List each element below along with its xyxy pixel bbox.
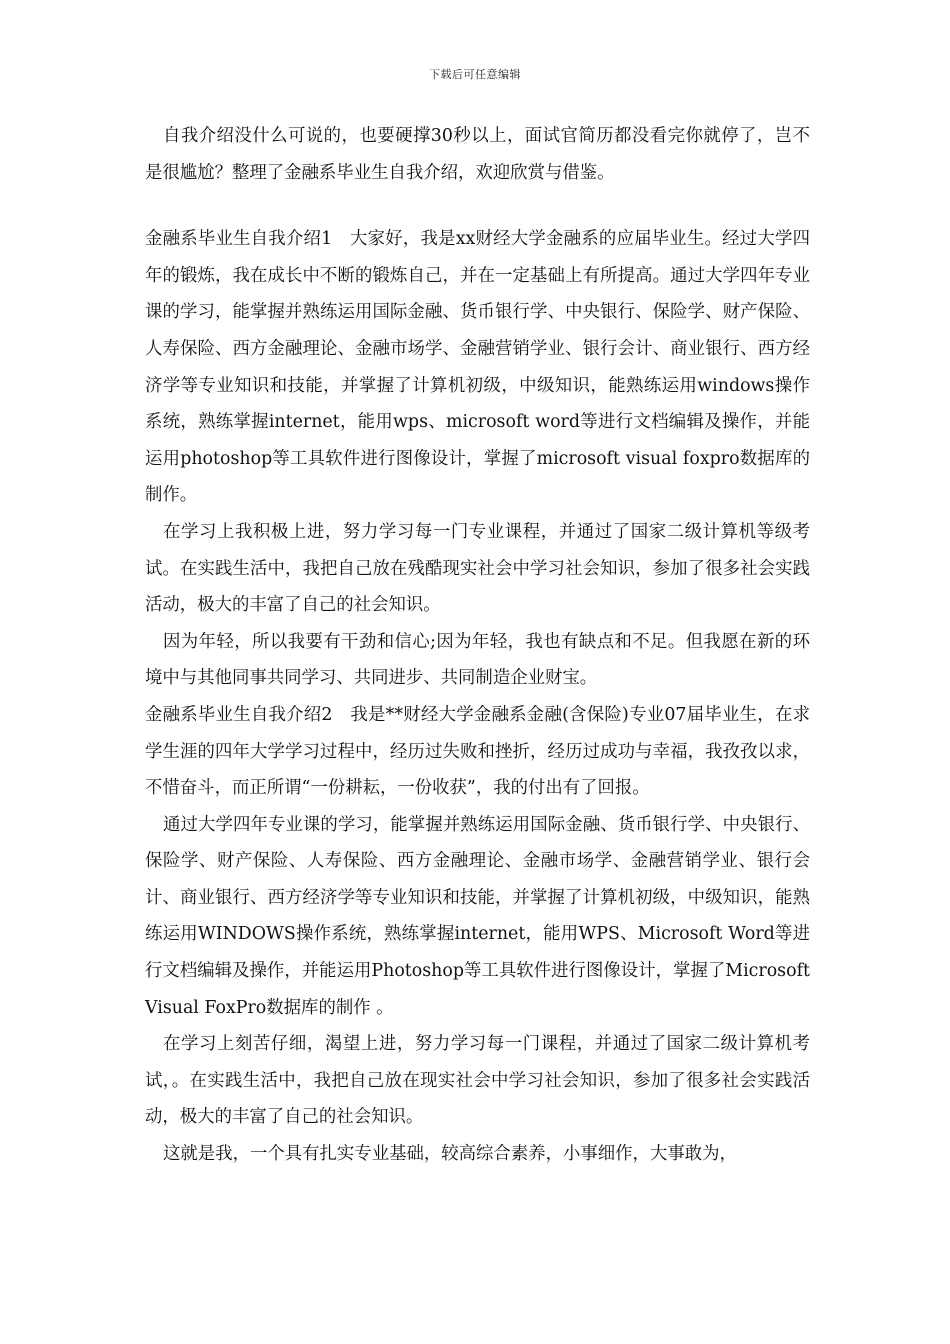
section-1-paragraph: 金融系毕业生自我介绍1 大家好，我是xx财经大学金融系的应届毕业生。经过大学四年的锻炼，我在成长中不断的锻炼自己，并在一定基础上有所提高。通过大学四年专业课的学习，能掌握并熟练运用国际金融、货币银行学、中央银行、保险学、财产保险、人寿保险、西方金融理论、金融市场学、金融营销学业、银行会计、商业银行、西方经济学等专业知识和技能，并掌握了计算机初级，中级知识，能熟练运用windows操作系统，熟练掌握internet，能用wps、microsoft word等进行文档编辑及操作，并能运用photoshop等工具软件进行图像设计，掌握了microsoft visual foxpro数据库的制作。 xyxy=(145,229,810,506)
study-paragraph-1: 在学习上我积极上进，努力学习每一门专业课程，并通过了国家二级计算机等级考试。在实践生活中，我把自己放在残酷现实社会中学习社会知识，参加了很多社会实践活动，极大的丰富了自己的社会知识。 xyxy=(145,521,810,616)
paragraph-spacer xyxy=(145,191,810,221)
page-header: 下载后可任意编辑 xyxy=(429,68,521,81)
intro-paragraph: 自我介绍没什么可说的，也要硬撑30秒以上，面试官简历都没看完你就停了，岂不是很尴尬？整理了金融系毕业生自我介绍，欢迎欣赏与借鉴。 xyxy=(145,126,810,183)
section-2-paragraph: 金融系毕业生自我介绍2 我是**财经大学金融系金融(含保险)专业07届毕业生，在求学生涯的四年大学学习过程中，经历过失败和挫折，经历过成功与幸福，我孜孜以求，不惜奋斗，而正所谓“一份耕耘，一份收获”，我的付出有了回报。 xyxy=(145,704,810,799)
document-body xyxy=(145,118,810,1173)
closing-paragraph: 这就是我，一个具有扎实专业基础，较高综合素养，小事细作，大事敢为， xyxy=(163,1144,737,1165)
courses-paragraph: 通过大学四年专业课的学习，能掌握并熟练运用国际金融、货币银行学、中央银行、保险学、财产保险、人寿保险、西方金融理论、金融市场学、金融营销学业、银行会计、商业银行、西方经济学等专业知识和技能，并掌握了计算机初级，中级知识，能熟练运用WINDOWS操作系统，熟练掌握internet，能用WPS、Microsoft Word等进行文档编辑及操作，并能运用Photoshop等工具软件进行图像设计，掌握了Microsoft Visual FoxPro数据库的制作 。 xyxy=(145,814,810,1018)
youth-paragraph: 因为年轻，所以我要有干劲和信心;因为年轻，我也有缺点和不足。但我愿在新的环境中与其他同事共同学习、共同进步、共同制造企业财宝。 xyxy=(145,631,810,689)
study-paragraph-2: 在学习上刻苦仔细，渴望上进，努力学习每一门课程，并通过了国家二级计算机考试，。在实践生活中，我把自己放在现实社会中学习社会知识，参加了很多社会实践活动，极大的丰富了自己的社会知识。 xyxy=(145,1034,810,1128)
